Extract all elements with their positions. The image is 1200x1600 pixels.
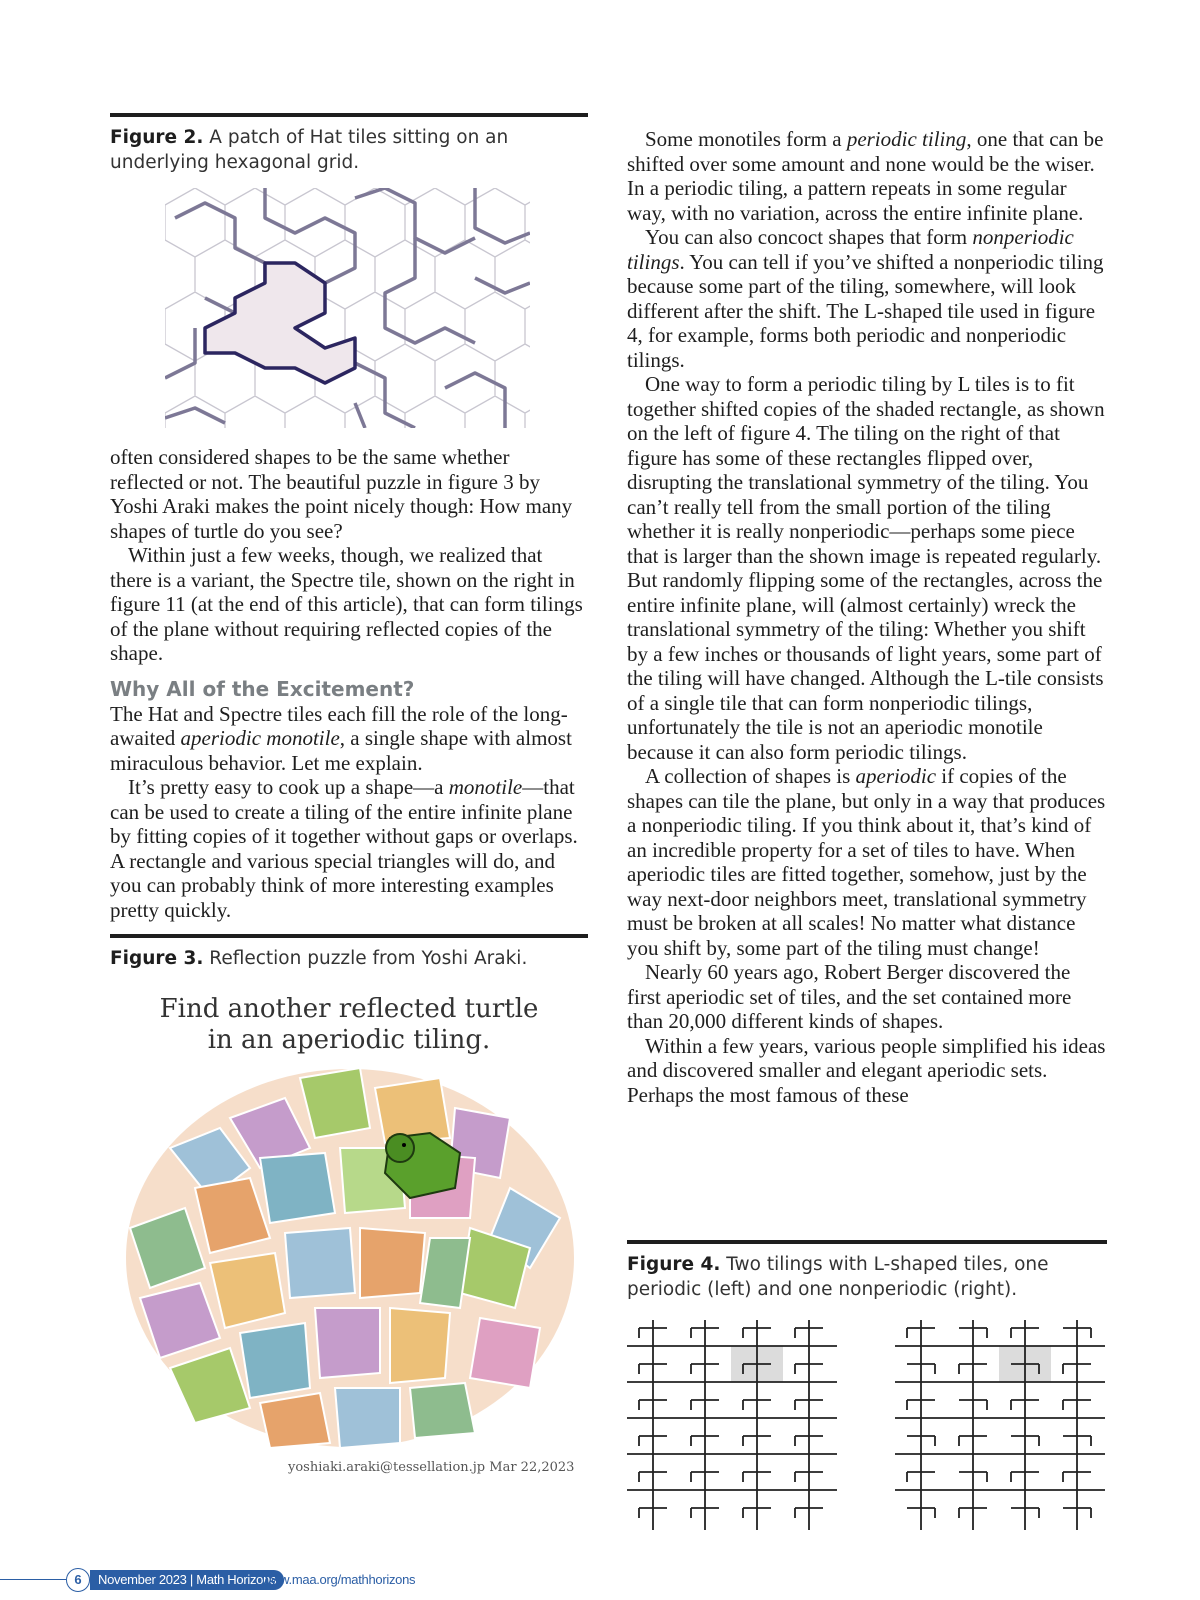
figure2-hat-tiling: [165, 188, 530, 428]
right-column: [627, 127, 1107, 1107]
left-body-text: [110, 445, 588, 666]
section-heading: Why All of the Excitement?: [110, 676, 415, 701]
left-para-4-em: monotile: [448, 775, 523, 799]
figure3-title-line2: in an aperiodic tiling.: [207, 1025, 491, 1055]
footer-url[interactable]: www.maa.org/mathhorizons: [262, 1572, 416, 1587]
right-para-1-b: , one that can be shifted over some amount and none would be the wiser. In a periodic tiling, a pattern repeats in some regular way, with no variation, across the entire infinite plane.: [627, 127, 1104, 225]
right-para-6: Nearly 60 years ago, Robert Berger discovered the first aperiodic set of tiles, and the set contained more than 20,000 different kinds of shapes.: [627, 960, 1072, 1033]
figure3-title-line1: Find another reflected turtle: [159, 994, 539, 1024]
right-para-4: But randomly flipping some of the rectangles, across the entire infinite plane, will (almost certainly) wreck the translational symmetry of the tiling: Whether you shift by a few inches or thousands of light years, some part of the tiling will have changed. Although the L-tile consists of a single tile that can form nonperiodic tilings, unfortunately the tile is not an aperiodic monotile because it can also form periodic tilings.: [627, 568, 1104, 764]
figure4-caption: [627, 1252, 1107, 1302]
figure4-periodic-tiling: [627, 1320, 837, 1530]
page-footer: [0, 1568, 420, 1592]
right-para-5-a: A collection of shapes is: [645, 764, 856, 788]
right-para-2-b: . You can tell if you’ve shifted a nonperiodic tiling because some part of the tiling, somewhere, will look different after the shift. The L-shaped tile used in figure 4, for example, forms both periodic and nonperiodic tilings.: [627, 249, 1104, 372]
left-para-3: [110, 702, 588, 776]
footer-line: [0, 1579, 66, 1580]
figure4-label: Figure 4.: [627, 1254, 721, 1275]
figure4-rule: [627, 1240, 1107, 1244]
right-para-1-a: Some monotiles form a: [645, 127, 847, 151]
right-para-5: [627, 764, 1107, 960]
figure4-block: [627, 1240, 1107, 1302]
figure2-rule: [110, 113, 588, 117]
figure3-caption: [110, 946, 588, 971]
figure2-caption-text: A patch of Hat tiles sitting on an underlying hexagonal grid.: [110, 127, 509, 173]
right-para-1-em: periodic tiling: [846, 127, 967, 151]
figure2-label: Figure 2.: [110, 127, 204, 148]
figure4-caption-text: Two tilings with L-shaped tiles, one periodic (left) and one nonperiodic (right).: [627, 1254, 1049, 1300]
left-para-3-a: The Hat and Spectre tiles each fill the role of the long-awaited: [110, 701, 568, 750]
figure4-nonperiodic-tiling: [895, 1320, 1105, 1530]
right-para-1: [627, 127, 1107, 225]
turtle-tiling-art: [110, 1038, 588, 1458]
page-number: 6: [66, 1568, 90, 1592]
left-para-4-b: —that can be used to create a tiling of the entire infinite plane by fitting copies of it together without gaps or overlaps. A rectangle and various special triangles will do, and you can probably think of more interesting examples pretty quickly.: [110, 775, 578, 922]
figure3-rule: [110, 934, 588, 938]
figure3-credit: yoshiaki.araki@tessellation.jp Mar 22,2023: [288, 1460, 575, 1475]
right-para-5-b: if copies of the shapes can tile the plane, but only in a way that produces a nonperiodic tiling. If you think about it, that’s kind of an incredible property for a set of tiles to have. When aperiodic tiles are fitted together, somehow, just by the way next-door neighbors meet, translational symmetry must be broken at all scales! No matter what distance you shift by, some part of the tiling must change!: [627, 764, 1106, 960]
right-para-2-em: nonperiodic tilings: [627, 225, 1074, 274]
figure3-label: Figure 3.: [110, 948, 204, 969]
left-body-text-2: [110, 702, 588, 923]
left-para-1: often considered shapes to be the same whether reflected or not. The beautiful puzzle in figure 3 by Yoshi Araki makes the point nicely though: How many shapes of turtle do you see?: [110, 445, 573, 543]
left-para-2: Within just a few weeks, though, we realized that there is a variant, the Spectre tile, shown on the right in figure 11 (at the end of this article), that can form tilings of the plane without requiring reflected copies of the shape.: [110, 543, 583, 665]
right-para-3: One way to form a periodic tiling by L tiles is to fit together shifted copies of the shaded rectangle, as shown on the left of figure 4. The tiling on the right of that figure has some of these rectangles flipped over, disrupting the translational symmetry of the tiling. You can’t really tell from the small portion of the tiling whether it is really nonperiodic—perhaps some piece that is larger than the shown image is repeated regularly.: [627, 372, 1105, 568]
left-para-4-a: It’s pretty easy to cook up a shape—a: [128, 775, 449, 799]
figure2-caption: [110, 125, 588, 175]
left-para-4: [110, 775, 588, 922]
right-para-5-em: aperiodic: [855, 764, 937, 788]
figure3-caption-text: Reflection puzzle from Yoshi Araki.: [209, 948, 528, 969]
right-para-7: Within a few years, various people simplified his ideas and discovered smaller and elegant aperiodic sets. Perhaps the most famous of these: [627, 1033, 1106, 1107]
left-para-3-em: aperiodic monotile: [180, 726, 340, 750]
left-para-3-b: , a single shape with almost miraculous behavior. Let me explain.: [110, 726, 572, 775]
right-para-2: [627, 225, 1107, 372]
figure3-puzzle: [110, 994, 588, 1528]
right-para-2-a: You can also concoct shapes that form: [645, 225, 973, 249]
issue-label: November 2023 | Math Horizons: [90, 1570, 284, 1590]
